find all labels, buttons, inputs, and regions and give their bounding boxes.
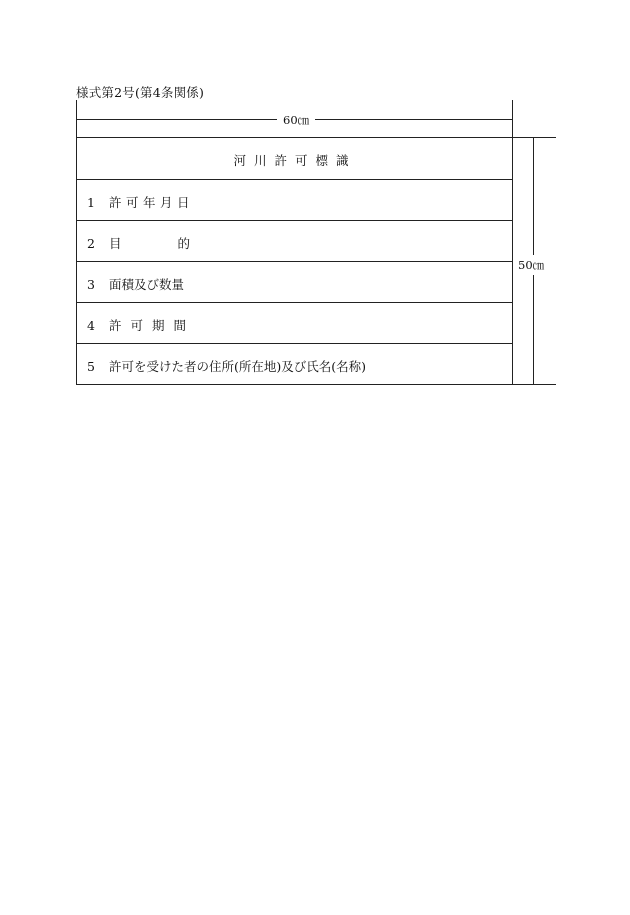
row-label-permit-period: 許可期間 (109, 318, 196, 333)
row-divider (76, 261, 513, 262)
sign-title: 河川許可標識 (233, 153, 357, 168)
row-label-purpose (109, 236, 190, 251)
row-label-permittee: 許可を受けた者の住所(所在地)及び氏名(名称) (109, 359, 367, 374)
row-label-purpose-end: 的 (177, 236, 191, 251)
row-label-purpose-start: 目 (109, 236, 122, 251)
row-number: 5 (87, 359, 95, 374)
row-divider (76, 302, 513, 303)
height-dimension-label: 50㎝ (518, 255, 544, 275)
sign-row-1 (87, 193, 194, 211)
sign-row-5 (87, 357, 366, 375)
row-divider (76, 343, 513, 344)
width-dimension-label: 60㎝ (277, 113, 315, 127)
row-number: 3 (87, 277, 95, 292)
sign-row-2 (87, 234, 190, 252)
row-label-permit-date: 許可年月日 (109, 195, 195, 210)
sign-top-border (76, 137, 556, 138)
row-divider (76, 220, 513, 221)
row-divider (76, 179, 513, 180)
row-number: 4 (87, 318, 95, 333)
row-number: 2 (87, 236, 95, 251)
row-label-area-quantity: 面積及び数量 (109, 277, 185, 292)
sign-row-3 (87, 275, 184, 293)
form-caption: 様式第2号(第4条関係) (76, 85, 205, 100)
row-number: 1 (87, 195, 95, 210)
sign-bottom-border (76, 384, 556, 385)
sign-row-4 (87, 316, 195, 334)
